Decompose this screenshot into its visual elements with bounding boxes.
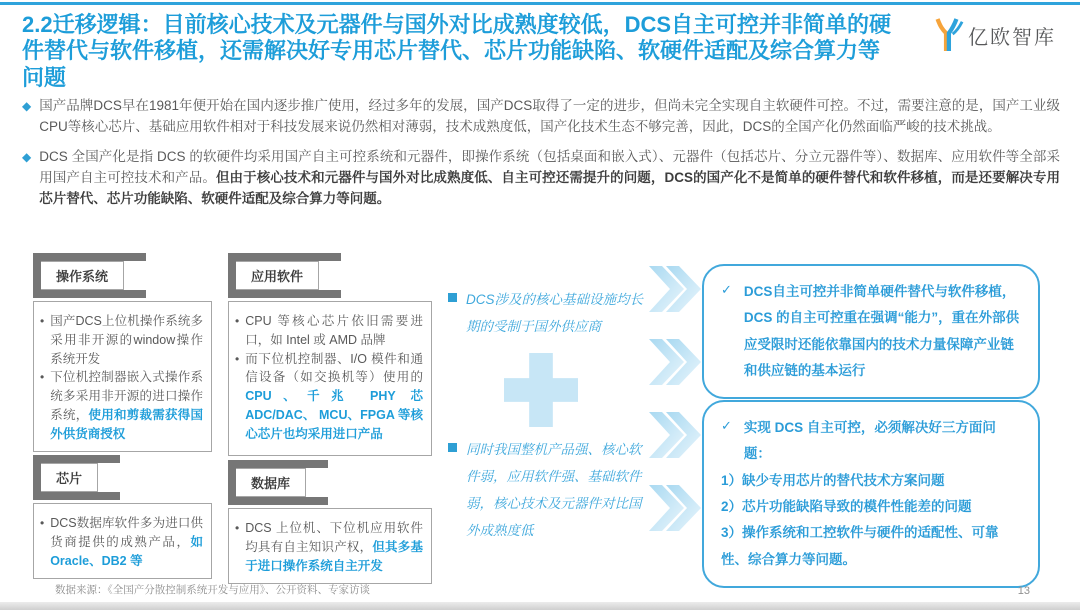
top-accent-line bbox=[0, 2, 1080, 5]
middle-notes bbox=[448, 286, 644, 544]
bottom-strip bbox=[0, 602, 1080, 610]
box-application-software bbox=[228, 253, 432, 456]
page-number: 13 bbox=[1017, 585, 1030, 597]
box-header-bracket bbox=[33, 455, 120, 500]
conclusion-item-3: 3）操作系统和工控软件与硬件的适配性、可靠性、综合算力等问题。 bbox=[721, 525, 999, 567]
box-chip bbox=[33, 455, 212, 579]
conclusion-item-2: 2）芯片功能缺陷导致的模件性能差的问题 bbox=[721, 498, 972, 514]
list-item: • 国产DCS上位机操作系统多采用非开源的window操作系统开发 bbox=[40, 312, 203, 368]
dot-bullet-icon: • bbox=[235, 314, 240, 328]
logo-y-ribbon-icon bbox=[930, 16, 964, 54]
brand-logo bbox=[930, 16, 1056, 54]
box-header-bracket bbox=[228, 460, 328, 505]
middle-note-1: DCS涉及的核心基础设施均长期的受制于国外供应商 bbox=[448, 286, 644, 340]
chevron-arrows bbox=[649, 266, 701, 531]
plus-sign-shape bbox=[504, 353, 578, 427]
page-title: 2.2迁移逻辑：目前核心技术及元器件与国外对比成熟度较低，DCS自主可控并非简单的硬件替代与软件移植，还需解决好专用芯片替代、芯片功能缺陷、软硬件适配及综合算力等问题 bbox=[22, 12, 892, 90]
conclusion-box-2 bbox=[702, 400, 1040, 588]
list-item: • CPU 等核心芯片依旧需要进口，如 Intel 或 AMD 品牌 bbox=[235, 312, 423, 350]
intro-paragraph-2-text: DCS 全国产化是指 DCS 的软硬件均采用国产自主可控系统和元器件，即操作系统（包括桌面和嵌入式）、元器件（包括芯片、分立元器件等）、数据库、应用软件等全部采用国产自主可控技术和产品。但由于核心技术和元器件与国外对比成熟度低、自主可控还需提升的问题，DCS的国产化不是简单的硬件替代和软件移植，而是还要解决专用芯片替代、芯片功能缺陷、软硬件适配及综合算力等问题。 bbox=[39, 148, 1060, 206]
box-header-bracket bbox=[33, 253, 146, 298]
list-item: • 而下位机控制器、I/O 模件和通信设备（如交换机等）使用的 CPU、千兆 PHY 芯 ADC/DAC、 MCU、FPGA 等核心芯片也均采用进口产品 bbox=[235, 350, 423, 444]
dot-bullet-icon: • bbox=[40, 314, 45, 328]
double-chevron-right-icon bbox=[649, 485, 701, 531]
dot-bullet-icon: • bbox=[40, 516, 45, 530]
intro-paragraph-2 bbox=[22, 147, 1060, 210]
conclusion-item-1: 1）缺少专用芯片的替代技术方案问题 bbox=[721, 472, 945, 488]
square-bullet-icon bbox=[448, 443, 457, 452]
conclusion-box-1 bbox=[702, 264, 1040, 399]
list-item: • DCS数据库软件多为进口供货商提供的成熟产品，如 Oracle、DB2 等 bbox=[40, 514, 203, 570]
double-chevron-right-icon bbox=[649, 339, 701, 385]
diamond-bullet-icon: ◆ bbox=[22, 149, 32, 164]
double-chevron-right-icon bbox=[649, 412, 701, 458]
box-body bbox=[33, 301, 212, 452]
intro-paragraph-1-text: 国产品牌DCS早在1981年便开始在国内逐步推广使用，经过多年的发展，国产DCS取得了一定的进步，但尚未完全实现自主软硬件可控。不过，需要注意的是，国产工业级CPU等核心芯片、基础应用软件相对于科技发展来说仍然相对薄弱，技术成熟度低，国产化技术生态不够完善，因此，DCS的全国产化仍然面临严峻的技术挑战。 bbox=[39, 98, 1060, 134]
data-source-note: 数据来源：《全国产分散控制系统开发与应用》、公开资料、专家访谈 bbox=[55, 584, 370, 596]
conclusion-line: ✓ DCS自主可控并非简单硬件替代与软件移植，DCS 的自主可控重在强调“能力”，重在外部供应受限时还能依靠国内的技术力量保障产业链和供应链的基本运行 bbox=[721, 279, 1021, 384]
check-icon: ✓ bbox=[721, 418, 732, 433]
check-icon: ✓ bbox=[721, 282, 732, 297]
square-bullet-icon bbox=[448, 293, 457, 302]
box-label: 芯片 bbox=[41, 463, 98, 492]
intro-paragraphs bbox=[22, 96, 1060, 219]
box-header-bracket bbox=[228, 253, 341, 298]
intro-paragraph-1 bbox=[22, 96, 1060, 138]
box-body bbox=[228, 301, 432, 456]
dot-bullet-icon: • bbox=[235, 521, 240, 535]
box-body bbox=[33, 503, 212, 579]
dot-bullet-icon: • bbox=[40, 370, 45, 385]
box-operating-system bbox=[33, 253, 212, 452]
middle-note-2: 同时我国整机产品强、核心软件弱，应用软件强、基础软件弱，核心技术及元器件对比国外成熟度低 bbox=[448, 436, 644, 544]
logo-text: 亿欧智库 bbox=[968, 26, 1056, 49]
diamond-bullet-icon: ◆ bbox=[22, 99, 32, 113]
conclusion-head: ✓ 实现 DCS 自主可控，必须解决好三方面问题： bbox=[721, 415, 1021, 468]
dot-bullet-icon: • bbox=[235, 351, 240, 366]
box-label: 操作系统 bbox=[41, 261, 124, 290]
box-body bbox=[228, 508, 432, 584]
list-item: • DCS 上位机、下位机应用软件均具有自主知识产权，但其多基于进口操作系统自主开发 bbox=[235, 519, 423, 575]
box-database bbox=[228, 460, 432, 584]
box-label: 数据库 bbox=[236, 468, 306, 497]
box-label: 应用软件 bbox=[236, 261, 319, 290]
list-item: • 下位机控制器嵌入式操作系统多采用非开源的进口操作系统，使用和剪裁需获得国外供货商授权 bbox=[40, 368, 203, 443]
double-chevron-right-icon bbox=[649, 266, 701, 312]
